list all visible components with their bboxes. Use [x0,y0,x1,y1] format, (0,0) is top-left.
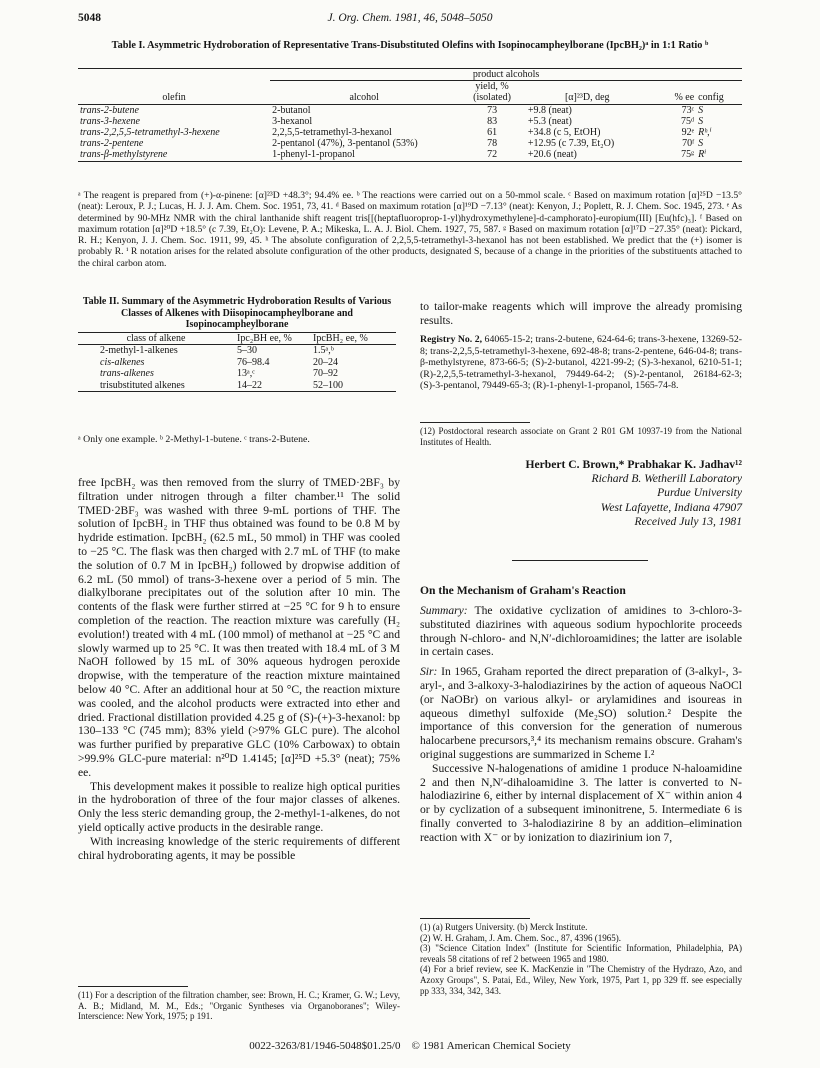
footnote-item: (1) (a) Rutgers University. (b) Merck Institute. [420,922,588,932]
summary-paragraph [420,604,742,659]
table-cell: 78 [487,138,498,150]
table-cell: 70–92 [313,368,338,380]
table-cell: trans-β-methylstyrene [78,149,270,161]
table-cell: +34.8 (c 5, EtOH) [527,127,601,139]
article-title: On the Mechanism of Graham's Reaction [420,584,626,597]
summary-text: The oxidative cyclization of amidines to 3-chloro-3-substituted diazirines with aqueous sodium hypochlorite proceeds through N-chloro- and N,N′-dichloroamidines; the latter are isolable in certain cases. [420,604,742,659]
table-cell: cis-alkenes [100,356,145,368]
table-cell: +5.3 (neat) [527,115,572,127]
table-cell: 76–98.4 [237,356,270,368]
table-cell: 83 [487,115,498,127]
table-cell: 73 [487,104,498,116]
table-row [78,149,742,161]
left-column-body [78,476,400,862]
table1-header: yield, % (isolated) [458,81,526,104]
body-paragraph: free IpcBH₂ was then removed from the slurry of TMED·2BF₃ by filtration under nitrogen through a filter chamber.¹¹ The solid TMED·2BF₃ was washed with three 9-mL portions of THF. The solution of IpcBH₂ in THF thus obtained was found to be 0.8 M by hydride estimation. IpcBH₂ (62.5 mL, 50 mmol) in THF was cooled to −25 °C. The flask was then charged with 2.7 mL of THF (to make the solution of 0.7 M in IpcBH₂) followed by dropwise addition of 6.2 mL (50 mmol) of trans-3-hexene over a period of 5 min. The dialkylborane precipitates out of the solution after 10 min. The contents of the flask were further stirred at −25 °C for 9 h to ensure completion of the reaction. The reaction mixture was carefully (H₂ evolution!) treated with 4 mL (100 mmol) of methanol at −25 °C and slowly warmed up to 25 °C. It was then treated with 18.4 mL of 3 M NaOH followed by 15 mL of 30% aqueous hydrogen peroxide dropwise, with the temperature of the reaction mixture maintained below 40 °C. After an additional hour at 50 °C, the reaction mixture was cooled, and the alcohol products were extracted into ether and dried. Fractional distillation provided 4.25 g of (S)-(+)-3-hexanol: bp 130–133 °C (745 mm); 83% yield (>97% GLC pure). The alcohol was further purified by preparative GLC (10% Carbowax) to obtain >99.9% GLC-pure material: n²⁰D 1.4145; [α]²⁵D +5.3° (neat); 75% ee. [78,476,400,779]
body-paragraph: Successive N-halogenations of amidine 1 produce N-haloamidine 2 and then N,N′-dihaloamidine 3. The latter is converted to N-halodiazirine 6, either by internal displacement of X⁻ within anion 4 or by cyclization of a subsequent iminonitrene, 5. Intermediate 6 is finally converted to 3-halodiazirine 8 by an addition–elimination reaction with X⁻ or by ionization to diazirinium ion 7, [420,761,742,844]
table-cell: 20–24 [313,356,338,368]
table-row [78,357,396,368]
body-paragraph: This development makes it possible to realize high optical purities in the hydroboration of three of the four major classes of alkenes. Only the less steric demanding group, the 2-methyl-1-alkenes, do not yield optically active products in the desirable range. [78,779,400,834]
footnote-divider [420,422,530,423]
table2-label: Table II. [82,296,120,307]
table1-caption-text: Asymmetric Hydroboration of Representative Trans-Disubstituted Olefins with Isopinocampheylborane (IpcBH₂)ᵃ in 1:1 Ratio ᵇ [147,40,709,51]
table1-header: olefin [78,81,270,104]
registry-text: 64065-15-2; trans-2-butene, 624-64-6; trans-3-hexene, 13269-52-8; trans-2,2,5,5-tetramethyl-3-hexene, 692-48-8; trans-2-pentene, 646-04-8; trans-β-methylstyrene, 873-66-5; (S)-2-butanol, 4221-99-2; (S)-3-hexanol, 6210-51-1; (R)-2,2,5,5-tetramethyl-3-hexanol, 79449-64-2; (S)-2-pentanol, 26184-62-3; (S)-3-pentanol, 79449-65-3; (R)-1-phenyl-1-propanol, 1565-74-8. [420,334,742,392]
page-footer [78,1040,742,1052]
table-cell: Rʰ,ⁱ [698,127,712,139]
table-cell: S [698,138,704,150]
table-cell: trans-2,2,5,5-tetramethyl-3-hexene [80,127,220,139]
sir-paragraph [420,665,742,762]
footnote-12: (12) Postdoctoral research associate on Grant 2 R01 GM 10937-19 from the National Institutes of Health. [420,426,742,447]
footnote-item: (2) W. H. Graham, J. Am. Chem. Soc., 87, 4396 (1965). [420,932,621,943]
article2-footnotes [420,922,742,996]
table-cell: trans-3-hexene [80,115,140,127]
table-cell: trans-alkenes [100,368,154,380]
table-cell: 2,2,5,5-tetramethyl-3-hexanol [272,127,392,139]
table-cell: +12.95 (c 7.39, Et₂O) [527,138,615,150]
table2-footnotes: ᵃ Only one example. ᵇ 2-Methyl-1-butene. ᶜ trans-2-Butene. [78,434,310,445]
table1-header-row [78,81,742,104]
table2-header: IpcBH₂ ee, % [310,333,396,345]
right-column-continuation [420,300,742,328]
table1-header: % ee [649,81,697,104]
table2-caption-text: Summary of the Asymmetric Hydroboration Results of Various Classes of Alkenes with Diisopinocampheylborane and Isopinocampheylborane [121,296,392,331]
table1-header: alcohol [270,81,458,104]
article2-body [420,604,742,845]
registry-numbers [420,334,742,392]
table-cell: 14–22 [234,380,310,392]
table-cell: 1-phenyl-1-propanol [270,149,458,161]
footnote-11: (11) For a description of the filtration chamber, see: Brown, H. C.; Kramer, G. W.; Levy, A. B.; Midland, M. M., Eds.; "Organic Syntheses via Organoboranes"; Wiley-Interscience: New York, 1975; p 191. [78,990,400,1022]
table1-footnotes: ᵃ The reagent is prepared from (+)-α-pinene: [α]²³D +48.3°; 94.4% ee. ᵇ The reactions were carried out on a 50-mmol scale. ᶜ Based on maximum rotation [α]²⁵D −13.5° (neat): Leroux, P. J.; Lucas, H. J. J. Am. Chem. Soc. 1951, 73, 41. ᵈ Based on maximum rotation [α]¹⁹D −7.13° (neat): Kenyon, J.; Poplett, R. J. Chem. Soc. 1945, 273. ᵉ As determined by 90-MHz NMR with the chiral lanthanide shift reagent tris[[(heptafluoroprop-1-yl)hydroxymethylene]-d-camphorato]-europium(III) [Eu(hfc)₃]. ᶠ Based on maximum rotation [α]²⁰D +18.5° (c 7.39, Et₂O): Levene, P. A.; Mikeska, L. A. J. Biol. Chem. 1927, 75, 587. ᵍ Based on maximum rotation [α]¹⁷D −27.35° (neat): Pickard, R. H.; Kenyon, J. J. Chem. Soc. 1911, 99, 45. ʰ The absolute configuration of 2,2,5,5-tetramethyl-3-hexanol has not been established. We predict that the (+) isomer is probably R. ⁱ R notation arises for the related absolute configuration of the other products, designated S, because of a change in the priorities of the substituents attached to the chiral carbon atom. [78,190,742,269]
table-row [78,104,742,116]
table-cell: trans-2-butene [80,104,139,116]
table-cell: 2-methyl-1-alkenes [100,345,178,357]
table-cell: 92ᵉ [681,127,695,139]
table-row [78,116,742,127]
author-names: Herbert C. Brown,* Prabhakar K. Jadhav¹² [525,458,742,471]
table-cell: 1.5ᵃ,ᵇ [313,345,334,357]
table-cell: 13ᵃ,ᶜ [237,368,255,380]
table-cell: 52–100 [310,380,396,392]
table2-header-row [78,333,396,345]
table1 [78,68,742,162]
table-cell: 75ᵍ [649,149,697,161]
table-cell: 75ᵈ [681,115,695,127]
table-cell: 5–30 [237,345,257,357]
table-cell: trisubstituted alkenes [78,380,234,392]
table1-group-header: product alcohols [270,69,742,81]
registry-label: Registry No. 2, [420,334,483,345]
table-row [78,345,396,357]
affiliation-line: Richard B. Wetherill Laboratory [591,472,742,486]
table2-header: Ipc₂BH ee, % [234,333,310,345]
table-cell: +9.8 (neat) [527,104,572,116]
table1-group-row [78,69,742,81]
table-cell: 2-butanol [272,104,311,116]
footnote-divider [78,986,188,987]
table-row [78,138,742,149]
table-cell: Rⁱ [696,149,742,161]
table2-caption [78,296,396,331]
table-cell: S [698,115,704,127]
table-row [78,368,396,379]
affiliation-line: Purdue University [657,486,742,500]
table-cell: 61 [487,127,498,139]
running-header [78,12,742,28]
sir-label: Sir: [420,665,438,679]
body-paragraph: to tailor-make reagents which will improve the already promising results. [420,300,742,327]
table1-caption [90,40,730,52]
table-cell: trans-2-pentene [80,138,144,150]
sir-text: In 1965, Graham reported the direct preparation of (3-alkyl-, 3-aryl-, and 3-alkoxy-3-halodiazirines by the action of aqueous NaOCl (or NaOBr) on various alkyl- or arylamidines and isoureas in aqueous dimethyl sulfoxide (Me₂SO) solution.² Despite the importance of this conversion for the generation of numerous halocarbene precursors,³,⁴ its mechanism remains obscure. Graham's original suggestions are summarized in Scheme I.² [420,665,742,761]
footnote-divider [420,918,530,919]
summary-label: Summary: [420,604,468,617]
table2 [78,332,396,392]
table1-label: Table I. [111,40,146,51]
footnote-item: (3) "Science Citation Index" (Institute for Scientific Information, Philadelphia, PA) reveals 58 citations of ref 2 between 1965 and 1980. [420,943,742,964]
table-cell: 73ᶜ [681,104,695,116]
page-number: 5048 [78,12,101,24]
received-date: Received July 13, 1981 [634,514,742,528]
copyright: © 1981 American Chemical Society [411,1040,571,1052]
footnote-item: (4) For a brief review, see K. MacKenzie in "The Chemistry of the Hydrazo, Azo, and Azoxy Groups", S. Patai, Ed., Wiley, New York, 1975, Part 1, pp 329 ff. see especially pp 333, 334, 342, 343. [420,964,742,996]
table-cell: 70ᶠ [682,138,695,150]
author-block [420,458,742,529]
article-separator [512,560,648,561]
table2-header: class of alkene [78,333,234,345]
table-cell: 72 [458,149,526,161]
table1-header: config [696,81,742,104]
journal-citation: J. Org. Chem. 1981, 46, 5048–5050 [327,12,493,24]
table-cell: S [698,104,704,116]
table-row [78,127,742,138]
affiliation-line: West Lafayette, Indiana 47907 [600,500,742,514]
table-cell: 3-hexanol [272,115,313,127]
table1-header: [α]²³D, deg [526,81,649,104]
body-paragraph: With increasing knowledge of the steric requirements of different chiral hydroborating agents, it may be possible [78,834,400,862]
table-cell: 2-pentanol (47%), 3-pentanol (53%) [272,138,418,150]
price-code: 0022-3263/81/1946-5048$01.25/0 [249,1040,401,1052]
table-row [78,380,396,392]
table-cell: +20.6 (neat) [526,149,649,161]
